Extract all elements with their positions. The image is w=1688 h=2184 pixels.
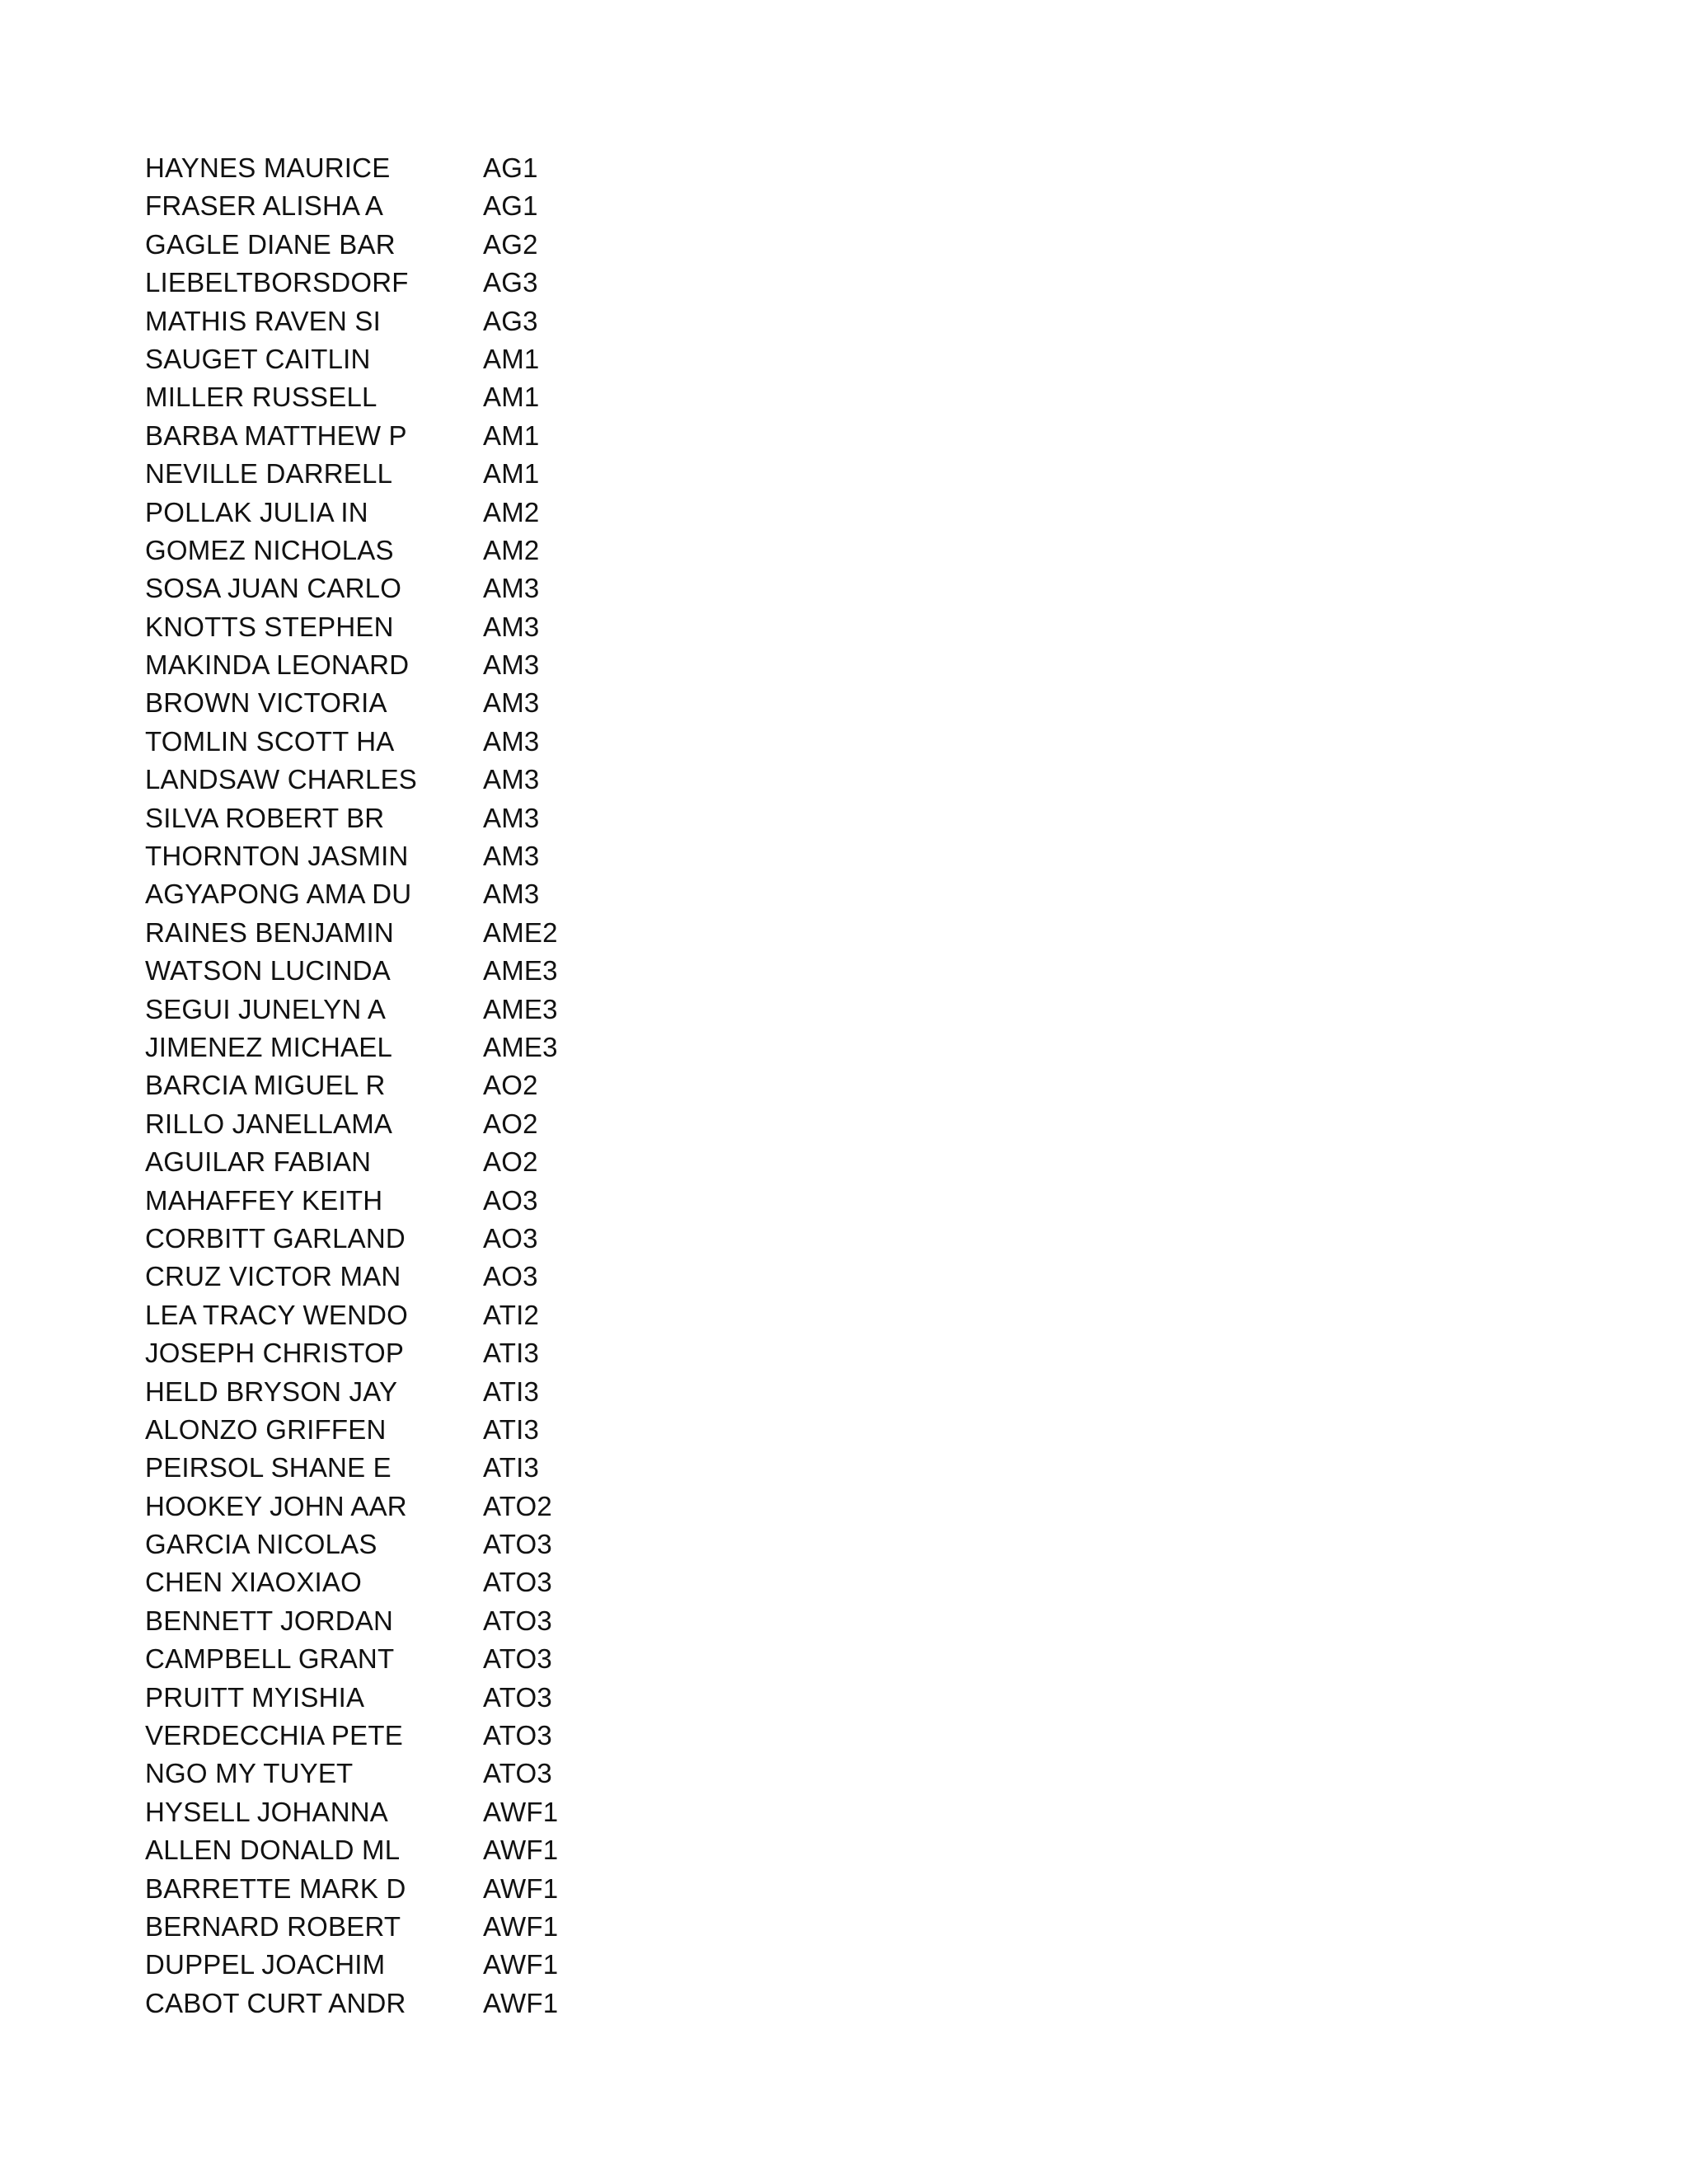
table-row [145,149,648,187]
code-cell: AM3 [483,841,540,872]
table-row [145,1411,648,1449]
name-cell: FRASER ALISHA A [145,190,384,222]
code-cell: ATI3 [483,1376,540,1407]
name-cell: PRUITT MYISHIA [145,1681,365,1713]
table-row [145,608,648,646]
table-row [145,1182,648,1220]
table-row [145,340,648,378]
code-cell: AG1 [483,190,538,222]
code-cell: AM1 [483,343,540,374]
table-row [145,1679,648,1717]
table-row [145,1908,648,1946]
code-cell: ATO3 [483,1605,552,1636]
code-cell: ATI3 [483,1338,540,1369]
name-cell: NEVILLE DARRELL [145,458,393,490]
name-cell: DUPPEL JOACHIM [145,1949,386,1980]
code-cell: AWF1 [483,1796,559,1827]
table-row [145,302,648,340]
code-cell: AO3 [483,1222,538,1254]
name-cell: HELD BRYSON JAY [145,1376,398,1407]
table-row [145,1296,648,1334]
table-row [145,684,648,722]
table-row [145,1946,648,1984]
code-cell: AO3 [483,1184,538,1216]
code-cell: AME3 [483,955,558,987]
table-row [145,1334,648,1372]
code-cell: AME3 [483,1031,558,1062]
roster-table [145,149,648,2022]
table-row [145,1373,648,1411]
code-cell: AWF1 [483,1910,559,1942]
name-cell: BROWN VICTORIA [145,687,387,719]
name-cell: HYSELL JOHANNA [145,1796,388,1827]
code-cell: AO3 [483,1261,538,1292]
table-row [145,646,648,684]
name-cell: BERNARD ROBERT [145,1910,401,1942]
name-cell: CABOT CURT ANDR [145,1987,406,2018]
name-cell: RAINES BENJAMIN [145,916,394,948]
name-cell: TOMLIN SCOTT HA [145,725,395,757]
name-cell: CORBITT GARLAND [145,1222,406,1254]
name-cell: NGO MY TUYET [145,1758,354,1789]
name-cell: LEA TRACY WENDO [145,1299,409,1330]
table-row [145,1985,648,2022]
table-row [145,1029,648,1066]
name-cell: BARCIA MIGUEL R [145,1070,386,1101]
code-cell: AO2 [483,1070,538,1101]
name-cell: AGYAPONG AMA DU [145,879,412,910]
table-row [145,761,648,799]
table-row [145,799,648,837]
name-cell: MAKINDA LEONARD [145,649,410,681]
code-cell: AM3 [483,725,540,757]
table-row [145,1870,648,1908]
table-row [145,914,648,952]
name-cell: SEGUI JUNELYN A [145,993,387,1024]
code-cell: AM1 [483,419,540,451]
table-row [145,532,648,569]
code-cell: AM1 [483,458,540,490]
table-row [145,264,648,302]
table-row [145,1066,648,1104]
code-cell: ATO3 [483,1681,552,1713]
code-cell: ATO3 [483,1720,552,1751]
table-row [145,1602,648,1640]
code-cell: AG2 [483,228,538,260]
code-cell: ATI3 [483,1452,540,1483]
name-cell: BARBA MATTHEW P [145,419,407,451]
table-row [145,1105,648,1143]
table-row [145,187,648,225]
table-row [145,1526,648,1563]
code-cell: AWF1 [483,1835,559,1866]
code-cell: ATO3 [483,1567,552,1598]
table-row [145,226,648,264]
name-cell: LIEBELTBORSDORF [145,267,409,298]
code-cell: AM3 [483,764,540,795]
table-row [145,1640,648,1678]
code-cell: AM3 [483,802,540,833]
table-row [145,1258,648,1296]
name-cell: PEIRSOL SHANE E [145,1452,392,1483]
name-cell: CAMPBELL GRANT [145,1643,395,1675]
code-cell: AM3 [483,687,540,719]
name-cell: MILLER RUSSELL [145,382,377,413]
code-cell: AWF1 [483,1872,559,1904]
table-row [145,455,648,493]
name-cell: CHEN XIAOXIAO [145,1567,362,1598]
name-cell: WATSON LUCINDA [145,955,391,987]
code-cell: AM1 [483,382,540,413]
table-row [145,1449,648,1487]
code-cell: AO2 [483,1146,538,1178]
code-cell: ATO3 [483,1643,552,1675]
code-cell: AME2 [483,916,558,948]
name-cell: SILVA ROBERT BR [145,802,385,833]
code-cell: ATI3 [483,1413,540,1445]
code-cell: AM2 [483,534,540,565]
code-cell: AG1 [483,152,538,183]
table-row [145,952,648,990]
name-cell: CRUZ VICTOR MAN [145,1261,401,1292]
name-cell: KNOTTS STEPHEN [145,611,394,642]
table-row [145,494,648,532]
table-row [145,1793,648,1831]
name-cell: JOSEPH CHRISTOP [145,1338,405,1369]
name-cell: GOMEZ NICHOLAS [145,534,394,565]
table-row [145,569,648,607]
name-cell: SOSA JUAN CARLO [145,573,402,604]
code-cell: AM3 [483,879,540,910]
name-cell: GAGLE DIANE BAR [145,228,396,260]
name-cell: GARCIA NICOLAS [145,1529,377,1560]
code-cell: AWF1 [483,1949,559,1980]
name-cell: JIMENEZ MICHAEL [145,1031,393,1062]
code-cell: AWF1 [483,1987,559,2018]
table-row [145,875,648,913]
name-cell: BARRETTE MARK D [145,1872,406,1904]
table-row [145,723,648,761]
code-cell: ATI2 [483,1299,540,1330]
code-cell: AM3 [483,573,540,604]
name-cell: HAYNES MAURICE [145,152,391,183]
name-cell: SAUGET CAITLIN [145,343,371,374]
table-row [145,378,648,416]
table-row [145,417,648,455]
code-cell: AM2 [483,496,540,527]
code-cell: AG3 [483,305,538,336]
code-cell: AM3 [483,611,540,642]
name-cell: BENNETT JORDAN [145,1605,394,1636]
table-row [145,1563,648,1601]
name-cell: HOOKEY JOHN AAR [145,1490,407,1521]
code-cell: AME3 [483,993,558,1024]
table-row [145,837,648,875]
table-row [145,1755,648,1793]
code-cell: ATO3 [483,1529,552,1560]
table-row [145,1831,648,1869]
table-row [145,1220,648,1258]
code-cell: ATO3 [483,1758,552,1789]
table-row [145,1488,648,1526]
name-cell: ALLEN DONALD ML [145,1835,401,1866]
table-row [145,1143,648,1181]
name-cell: ALONZO GRIFFEN [145,1413,387,1445]
table-row [145,1717,648,1755]
name-cell: VERDECCHIA PETE [145,1720,403,1751]
table-row [145,991,648,1029]
name-cell: MATHIS RAVEN SI [145,305,381,336]
code-cell: AO2 [483,1108,538,1139]
code-cell: ATO2 [483,1490,552,1521]
name-cell: RILLO JANELLAMA [145,1108,393,1139]
code-cell: AM3 [483,649,540,681]
name-cell: LANDSAW CHARLES [145,764,418,795]
name-cell: THORNTON JASMIN [145,841,409,872]
code-cell: AG3 [483,267,538,298]
name-cell: POLLAK JULIA IN [145,496,368,527]
name-cell: AGUILAR FABIAN [145,1146,372,1178]
name-cell: MAHAFFEY KEITH [145,1184,383,1216]
